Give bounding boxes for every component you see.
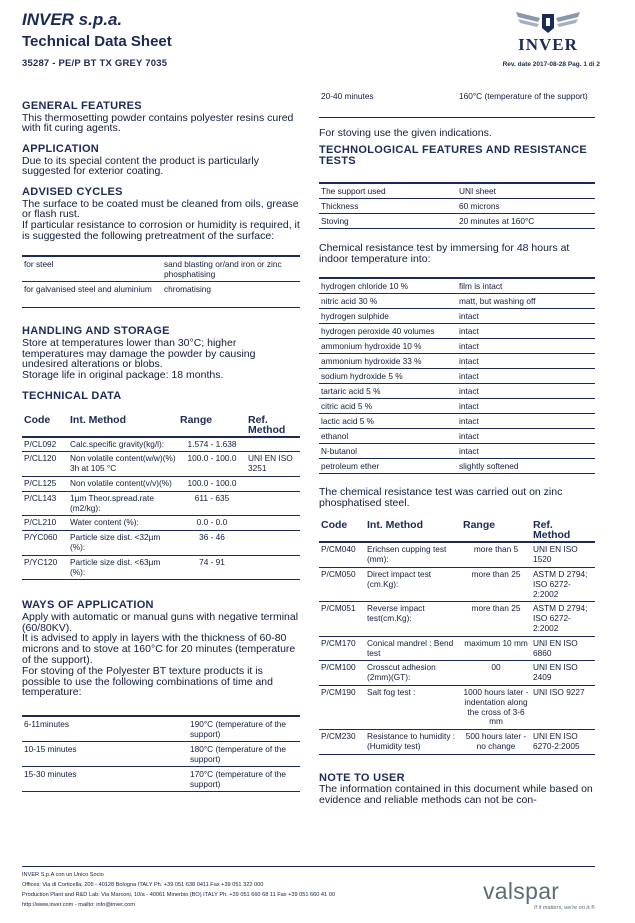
cell-range: maximum 10 mm [461, 636, 531, 661]
cell-code: P/CM040 [319, 542, 365, 567]
table-row [319, 542, 595, 567]
chemical-result: intact [457, 413, 595, 428]
table-row [319, 428, 595, 443]
table-row [319, 602, 595, 636]
col-header-ref: Ref. Method [531, 518, 595, 542]
table-row [22, 742, 300, 767]
table-row [319, 568, 595, 602]
footer-divider [22, 866, 595, 867]
product-code: 35287 - PE/P BT TX GREY 7035 [22, 58, 168, 69]
table-row [22, 531, 300, 556]
general-features-text: This thermosetting powder contains polyester resins cured with fit curing agents. [22, 111, 294, 135]
table-row [319, 661, 595, 686]
cell-code: P/CL143 [22, 491, 68, 516]
cell-code: P/CM100 [319, 661, 365, 686]
table-row [319, 278, 595, 294]
cell-code: P/CM050 [319, 568, 365, 602]
table-row [319, 686, 595, 730]
chemical-result: intact [457, 353, 595, 368]
chemical-name: hydrogen chloride 10 % [319, 278, 457, 294]
stoving-note: For stoving use the given indications. [319, 126, 492, 139]
cell-ref [246, 531, 300, 556]
table-row [319, 338, 595, 353]
chemical-result: intact [457, 338, 595, 353]
col-header-code: Code [319, 518, 365, 542]
table-row [22, 491, 300, 516]
col-header-range: Range [461, 518, 531, 542]
stoving-table [22, 715, 300, 792]
cell-range: 74 - 91 [178, 555, 246, 580]
cell-code: P/CM051 [319, 602, 365, 636]
table-row [22, 256, 300, 282]
table-row [22, 282, 300, 308]
table-row [22, 452, 300, 477]
pretreat-method: sand blasting or/and iron or zinc phosphatising [162, 256, 300, 282]
application-heading: APPLICATION [22, 143, 100, 156]
cell-ref [246, 516, 300, 531]
table-row [319, 413, 595, 428]
chemical-name: ethanol [319, 428, 457, 443]
stove-temp: 160°C (temperature of the support) [457, 89, 595, 117]
company-name: INVER s.p.a. [22, 10, 123, 29]
col-header-ref: Ref. Method [246, 413, 300, 437]
advised-cycles-text-2: If particular resistance to corrosion or humidity is required, it is suggested the following pretreatment of the surface: [22, 219, 300, 243]
cell-range: 500 hours later - no change [461, 730, 531, 755]
chemical-name: ammonium hydroxide 33 % [319, 353, 457, 368]
table-row [319, 183, 595, 199]
note-to-user-heading: NOTE TO USER [319, 771, 405, 784]
table-row [319, 730, 595, 755]
cell-method: Salt fog test : [365, 686, 461, 730]
pretreat-substrate: for galvanised steel and aluminium [22, 282, 162, 308]
footer-address [22, 870, 335, 910]
application-text: Due to its special content the product is particularly suggested for exterior coating. [22, 154, 259, 178]
chemical-name: sodium hydroxide 5 % [319, 368, 457, 383]
cell-method: 1µm Theor.spread.rate (m2/kg): [68, 491, 178, 516]
chemical-name: ammonium hydroxide 10 % [319, 338, 457, 353]
stove-time: 6-11minutes [22, 716, 188, 742]
col-header-code: Code [22, 413, 68, 437]
table-row [22, 516, 300, 531]
stove-temp: 180°C (temperature of the support) [188, 742, 300, 767]
cell-ref: UNI EN ISO 6270-2:2005 [531, 730, 595, 755]
cell-code: P/CM230 [319, 730, 365, 755]
table-row [319, 308, 595, 323]
cell-range: 1.574 - 1.638 [178, 437, 246, 452]
chemical-result: intact [457, 443, 595, 458]
chemical-name: citric acid 5 % [319, 398, 457, 413]
cell-range: 100.0 - 100.0 [178, 476, 246, 491]
ways-text-3: For stoving of the Polyester BT texture products it is possible to use the following combinations of time and temperature: [22, 664, 273, 699]
chemical-name: tartaric acid 5 % [319, 383, 457, 398]
revision-date: Rev. date 2017-08-28 Pag. 1 di 2 [502, 61, 600, 68]
table-row [319, 353, 595, 368]
cell-ref [246, 476, 300, 491]
technological-features-heading: TECHNOLOGICAL FEATURES AND RESISTANCE TESTS [319, 144, 587, 168]
table-row [22, 476, 300, 491]
footer-line-1: INVER S.p.A con un Unico Socio [22, 872, 104, 878]
cell-range: 1000 hours later - indentation along the cross of 3-6 mm [461, 686, 531, 730]
ways-text-1: Apply with automatic or manual guns with negative terminal (60/80KV). [22, 610, 299, 634]
cell-range: 36 - 46 [178, 531, 246, 556]
chemical-result: film is intact [457, 278, 595, 294]
cell-method: Conical mandrel : Bend test [365, 636, 461, 661]
inver-logo [496, 6, 600, 54]
cell-ref: UNI ISO 9227 [531, 686, 595, 730]
table-row [22, 437, 300, 452]
support-property: Thickness [319, 199, 457, 214]
cell-method: Water content (%): [68, 516, 178, 531]
table-row [319, 443, 595, 458]
footer-line-2: Offices: Via di Corticella, 205 - 40128 Bologna ITALY Ph. +39 051 638 0411 Fax +39 051 322 000 [22, 882, 264, 888]
chemical-name: hydrogen sulphide [319, 308, 457, 323]
chemical-test-intro: Chemical resistance test by immersing for 48 hours at indoor temperature into: [319, 242, 570, 266]
chemical-name: nitric acid 30 % [319, 293, 457, 308]
cell-ref: UNI EN ISO 6860 [531, 636, 595, 661]
table-row [319, 368, 595, 383]
chemical-name: petroleum ether [319, 458, 457, 473]
footer-line-3: Production Plant and R&D Lab: Via Marconi, 10/a - 40061 Minerbio (BO) ITALY Ph. +39 051 660 68 11 Fax +39 051 660 41 00 [22, 892, 335, 898]
cell-method: Erichsen cupping test (mm): [365, 542, 461, 567]
mechanical-tests-table [319, 518, 595, 754]
general-features-heading: GENERAL FEATURES [22, 100, 142, 112]
chemical-result: slightly softened [457, 458, 595, 473]
cell-range: more than 25 [461, 568, 531, 602]
cell-ref [246, 437, 300, 452]
col-header-method: Int. Method [365, 518, 461, 542]
pretreatment-table [22, 255, 300, 309]
stove-temp: 190°C (temperature of the support) [188, 716, 300, 742]
cell-ref: ASTM D 2794; ISO 6272-2:2002 [531, 568, 595, 602]
logo-text: INVER [518, 35, 578, 54]
footer-website-link[interactable]: http://www.inver.com - mailto: info@inver.com [22, 902, 135, 908]
storage-life-text: Storage life in original package: 18 months. [22, 369, 224, 382]
cell-range: 00 [461, 661, 531, 686]
technical-data-table [22, 413, 300, 581]
table-row [319, 383, 595, 398]
support-property: The support used [319, 183, 457, 199]
stove-temp: 170°C (temperature of the support) [188, 767, 300, 792]
cell-ref [246, 555, 300, 580]
chemical-resistance-table [319, 277, 595, 474]
technical-data-heading: TECHNICAL DATA [22, 390, 122, 403]
pretreat-substrate: for steel [22, 256, 162, 282]
handling-storage-heading: HANDLING AND STORAGE [22, 325, 170, 338]
cell-code: P/CL120 [22, 452, 68, 477]
cell-ref: UNI EN ISO 1520 [531, 542, 595, 567]
support-value: 20 minutes at 160°C [457, 214, 595, 229]
cell-code: P/YC120 [22, 555, 68, 580]
table-row [319, 89, 595, 117]
table-header-row [22, 413, 300, 437]
chemical-result: intact [457, 398, 595, 413]
cell-ref: UNI EN ISO 3251 [246, 452, 300, 477]
stove-time: 20-40 minutes [319, 89, 457, 117]
chemical-result: intact [457, 368, 595, 383]
right-column [319, 89, 595, 806]
chemical-result: intact [457, 383, 595, 398]
document-title: Technical Data Sheet [22, 33, 172, 50]
table-header-row [319, 518, 595, 542]
valspar-tagline: If it matters, we're on it.® [534, 905, 595, 911]
table-row [319, 398, 595, 413]
chemical-name: hydrogen peroxide 40 volumes [319, 323, 457, 338]
cell-range: more than 5 [461, 542, 531, 567]
table-row [319, 293, 595, 308]
cell-range: 100.0 - 100.0 [178, 452, 246, 477]
cell-method: Non volatile content(v/v)(%) [68, 476, 178, 491]
cell-method: Particle size dist. <63µm (%): [68, 555, 178, 580]
cell-code: P/CL092 [22, 437, 68, 452]
chemical-test-note: The chemical resistance test was carried out on zinc phosphatised steel. [319, 485, 563, 509]
cell-method: Non volatile content(w/w)(%) 3h at 105 °C [68, 452, 178, 477]
cell-ref [246, 491, 300, 516]
support-table [319, 182, 595, 229]
note-to-user-text: The information contained in this document while based on evidence and reliable methods can not be con- [319, 783, 593, 807]
col-header-range: Range [178, 413, 246, 437]
cell-method: Calc.specific gravity(kg/l): [68, 437, 178, 452]
cell-code: P/YC060 [22, 531, 68, 556]
support-value: 60 microns [457, 199, 595, 214]
pretreat-method: chromatising [162, 282, 300, 308]
cell-method: Particle size dist. <32µm (%): [68, 531, 178, 556]
table-row [319, 214, 595, 229]
cell-method: Direct impact test (cm.Kg): [365, 568, 461, 602]
cell-ref: ASTM D 2794; ISO 6272-2:2002 [531, 602, 595, 636]
cell-code: P/CL210 [22, 516, 68, 531]
table-row [22, 555, 300, 580]
table-row [22, 716, 300, 742]
stove-time: 15-30 minutes [22, 767, 188, 792]
left-column [22, 101, 300, 792]
chemical-result: intact [457, 323, 595, 338]
stoving-table-continued [319, 89, 595, 118]
advised-cycles-text: The surface to be coated must be cleaned from oils, grease or flash rust. [22, 197, 299, 221]
chemical-name: lactic acid 5 % [319, 413, 457, 428]
table-row [319, 323, 595, 338]
chemical-result: intact [457, 308, 595, 323]
valspar-logo: valspar [483, 878, 560, 904]
cell-code: P/CM170 [319, 636, 365, 661]
table-row [22, 767, 300, 792]
cell-range: 611 - 635 [178, 491, 246, 516]
col-header-method: Int. Method [68, 413, 178, 437]
cell-code: P/CM190 [319, 686, 365, 730]
table-row [319, 199, 595, 214]
cell-method: Crosscut adhesion (2mm)(GT): [365, 661, 461, 686]
support-value: UNI sheet [457, 183, 595, 199]
table-row [319, 458, 595, 473]
cell-method: Reverse impact test(cm.Kg): [365, 602, 461, 636]
cell-ref: UNI EN ISO 2409 [531, 661, 595, 686]
stove-time: 10-15 minutes [22, 742, 188, 767]
cell-range: more than 25 [461, 602, 531, 636]
chemical-name: N-butanol [319, 443, 457, 458]
handling-text: Store at temperatures lower than 30°C; higher temperatures may damage the powder by causing undesired alterations or blobs. [22, 336, 256, 371]
ways-of-application-heading: WAYS OF APPLICATION [22, 599, 154, 612]
chemical-result: intact [457, 428, 595, 443]
advised-cycles-heading: ADVISED CYCLES [22, 186, 123, 199]
support-property: Stoving [319, 214, 457, 229]
ways-text-2: It is advised to apply in layers with the thickness of 60-80 microns and to stove at 160°C for 20 minutes (temperature of the support). [22, 632, 296, 667]
cell-code: P/CL125 [22, 476, 68, 491]
chemical-result: matt, but washing off [457, 293, 595, 308]
table-row [319, 636, 595, 661]
cell-range: 0.0 - 0.0 [178, 516, 246, 531]
cell-method: Resistance to humidity : (Humidity test) [365, 730, 461, 755]
